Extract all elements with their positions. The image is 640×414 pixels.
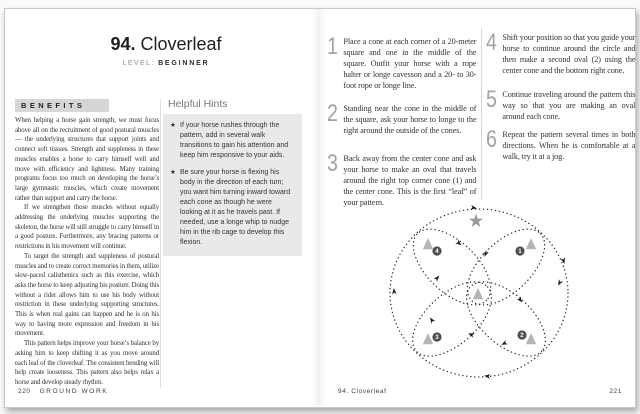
- step-text: Standing near the cone in the middle of the square, ask your horse to longe to the right around the outside of the cones.: [343, 104, 477, 135]
- step-text: Repeat the pattern several times in both directions. When he is comfortable at a walk, try it at a jog.: [502, 130, 636, 161]
- direction-arrow-icon: [500, 340, 508, 347]
- page-gutter: [312, 9, 326, 405]
- step-text: Continue traveling around the pattern this way so that you are making an oval around each cone.: [502, 90, 636, 121]
- step-text: Back away from the center cone and ask your horse to make an oval that travels around the right top corner cone (1) and the center cone. This is the first “leaf” of your pattern.: [343, 154, 477, 207]
- leaf-oval-bottom-right: [454, 268, 559, 369]
- step-number: 6: [486, 126, 497, 153]
- step-number: 3: [327, 150, 338, 177]
- hint-item: [170, 168, 295, 248]
- cone-icon-top-right: [526, 238, 536, 249]
- cloverleaf-diagram: [388, 200, 588, 390]
- badge-label: 4: [435, 248, 439, 256]
- benefits-body: [15, 116, 159, 390]
- cone-icon-bottom-right: [526, 333, 536, 344]
- start-star-icon: [469, 214, 483, 228]
- cone-number-badge: [517, 330, 526, 339]
- page-title: [15, 33, 317, 55]
- exercise-number: 94.: [110, 34, 136, 54]
- step-number: 4: [486, 29, 497, 56]
- step-text: Shift your position so that you guide your horse to continue around the circle and then make a second oval (2) using the center cone and the bottom right cone.: [502, 33, 636, 75]
- steps-column-divider: [481, 28, 482, 200]
- leaf-oval-top-right: [454, 216, 558, 319]
- badge-label: 3: [435, 334, 439, 342]
- direction-arrow-icon: [392, 288, 397, 295]
- cone-number-badge: [515, 246, 524, 255]
- badge-label: 1: [518, 248, 522, 256]
- badge-label: 2: [520, 332, 524, 340]
- hint-item: [170, 121, 295, 161]
- benefits-paragraph: If we strengthen those muscles without equally addressing the underlying muscles supporting the skeleton, the horse will still struggle to carry himself in a good posture. Furthermore, any bracing patterns or restrictions in his movement will continue.: [15, 204, 159, 251]
- star-bullet-icon: ★: [170, 169, 176, 176]
- direction-arrow-icon: [467, 331, 474, 337]
- footer-left: [18, 388, 108, 395]
- level-line: [15, 60, 317, 67]
- page-number-right: 221: [609, 388, 622, 395]
- column-divider: [160, 99, 161, 388]
- footer-chapter: 94. Cloverleaf: [338, 388, 387, 395]
- exercise-header: [15, 33, 317, 67]
- leaf-oval-bottom-left: [400, 268, 505, 369]
- cone-icon-bottom-left: [423, 333, 433, 344]
- benefits-heading: BENEFITS: [15, 99, 109, 112]
- step-number: 2: [327, 100, 338, 127]
- helpful-hints-box: [163, 114, 302, 256]
- leaf-oval-top-left: [400, 216, 504, 319]
- direction-arrow-icon: [561, 257, 567, 264]
- hint-text: Be sure your horse is flexing his body in the direction of each turn; you want him turning inward toward each cone as though he were looking at it as he travels past. If needed, use a longe whip to nudge him in the rib cage to develop this flexion.: [180, 169, 291, 246]
- step-item: [327, 100, 477, 136]
- benefits-paragraph: When helping a horse gain strength, we must focus above all on the recruitment of good postural muscles — the underlying structures that support joints and connect soft tissues. Strength and suppleness in these muscles enables a horse to carry himself well and move with efficiency and lightness. Many training programs focus too much on developing the horse’s large gymnastic muscles, which create movement rather than support and carry the horse.: [15, 117, 159, 202]
- step-item: [486, 126, 636, 162]
- step-number: 1: [327, 33, 338, 60]
- cone-icon-center: [473, 288, 483, 299]
- level-value: BEGINNER: [158, 60, 210, 67]
- benefits-paragraph: This pattern helps improve your horse’s balance by asking him to keep shifting it as you move around each leaf of the cloverleaf. The consistent bending will help create looseness. This pattern also helps relax a horse and develop steady rhythm.: [15, 340, 159, 386]
- cone-number-badge: [432, 332, 441, 341]
- direction-arrow-icon: [434, 274, 442, 282]
- step-number: 5: [486, 86, 497, 113]
- star-bullet-icon: ★: [170, 122, 176, 129]
- page-number-left: 220: [18, 388, 31, 395]
- helpful-hints-heading: Helpful Hints: [168, 98, 228, 110]
- step-item: [486, 29, 636, 76]
- exercise-title: Cloverleaf: [140, 34, 222, 54]
- direction-arrow-icon: [428, 316, 435, 324]
- step-item: [486, 86, 636, 122]
- step-item: [327, 33, 477, 91]
- level-label: LEVEL:: [122, 60, 155, 67]
- benefits-paragraph: To target the strength and suppleness of postural muscles and to create correct memories in them, utilize slow-paced calisthenics such as this exercise, which asks the horse to keep adjusting his posture. Doing this without a rider allows him to use his body without restriction in these underlying supporting structures. This is when real gains can happen and he is on his way to having more expression and freedom in his movement.: [15, 252, 159, 338]
- hint-text: If your horse rushes through the pattern, add in several walk transitions to gain his attention and keep him responsive to your aids.: [180, 122, 289, 159]
- cone-number-badge: [432, 246, 441, 255]
- direction-arrow-icon: [556, 279, 563, 287]
- direction-arrow-icon: [470, 205, 477, 211]
- cone-icon-top-left: [423, 238, 433, 249]
- direction-arrow-icon: [484, 374, 491, 379]
- step-text: Place a cone at each corner of a 20-meter square and one in the middle of the square. Outfit your horse with a rope halter or longe cavesson and a 20- to 30-foot rope or longe line.: [343, 37, 477, 90]
- section-title: GROUND WORK: [39, 388, 109, 395]
- direction-arrow-icon: [455, 240, 463, 247]
